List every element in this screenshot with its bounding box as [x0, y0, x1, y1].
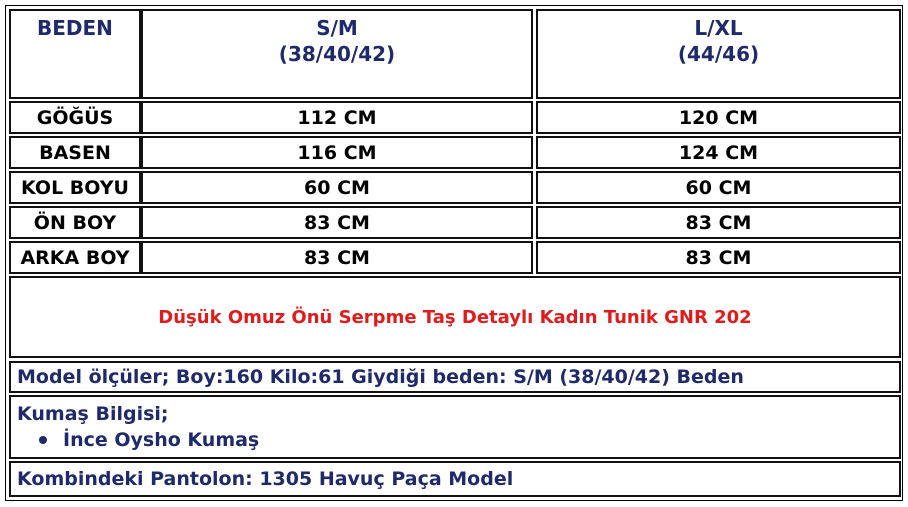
row-label-basen — [9, 136, 141, 169]
size-table — [5, 5, 903, 501]
sm-header-cell — [141, 9, 533, 99]
row-value-sm — [141, 136, 533, 169]
row-value-sm — [141, 241, 533, 274]
sm-header-size: S/M — [316, 16, 358, 40]
combination-text: Kombindeki Pantolon: 1305 Havuç Paça Model — [17, 468, 514, 490]
product-title-cell — [9, 276, 901, 358]
value-text: 83 CM — [685, 246, 752, 269]
value-text: 83 CM — [304, 211, 370, 234]
row-label-arka-boy — [9, 241, 141, 274]
value-text: 120 CM — [678, 106, 759, 129]
fabric-item-text: İnce Oysho Kumaş — [63, 429, 260, 451]
combination-cell — [9, 461, 901, 497]
product-title: Düşük Omuz Önü Serpme Taş Detaylı Kadın Tunik GNR 202 — [158, 306, 752, 328]
bullet-icon — [39, 436, 47, 444]
row-value-sm — [141, 171, 533, 204]
row-label: BASEN — [39, 141, 111, 164]
row-label: ÖN BOY — [33, 211, 117, 234]
row-value-sm — [141, 206, 533, 239]
size-header-label: BEDEN — [37, 16, 113, 40]
row-label: GÖĞÜS — [36, 106, 114, 129]
value-text: 124 CM — [678, 141, 759, 164]
value-text: 83 CM — [685, 211, 752, 234]
row-value-lxl — [536, 206, 901, 239]
fabric-heading: Kumaş Bilgisi; — [17, 403, 169, 425]
value-text: 83 CM — [304, 246, 370, 269]
lxl-header-numbers: (44/46) — [677, 42, 760, 66]
row-value-lxl — [536, 136, 901, 169]
row-value-lxl — [536, 171, 901, 204]
fabric-list-item — [17, 427, 259, 453]
sm-header-numbers: (38/40/42) — [278, 42, 396, 66]
model-info-cell — [9, 361, 901, 393]
value-text: 116 CM — [297, 141, 377, 164]
fabric-info-cell — [9, 395, 901, 459]
row-label-kol-boyu — [9, 171, 141, 204]
row-label: ARKA BOY — [20, 246, 130, 269]
lxl-header-size: L/XL — [694, 16, 743, 40]
lxl-header-cell — [536, 9, 901, 99]
row-label-gogus — [9, 101, 141, 134]
value-text: 60 CM — [685, 176, 752, 199]
value-text: 112 CM — [297, 106, 377, 129]
row-label-on-boy — [9, 206, 141, 239]
row-value-lxl — [536, 101, 901, 134]
model-info: Model ölçüler; Boy:160 Kilo:61 Giydiği beden: S/M (38/40/42) Beden — [17, 366, 744, 388]
size-header-cell — [9, 9, 141, 99]
row-value-lxl — [536, 241, 901, 274]
value-text: 60 CM — [304, 176, 370, 199]
row-value-sm — [141, 101, 533, 134]
row-label: KOL BOYU — [21, 176, 129, 199]
